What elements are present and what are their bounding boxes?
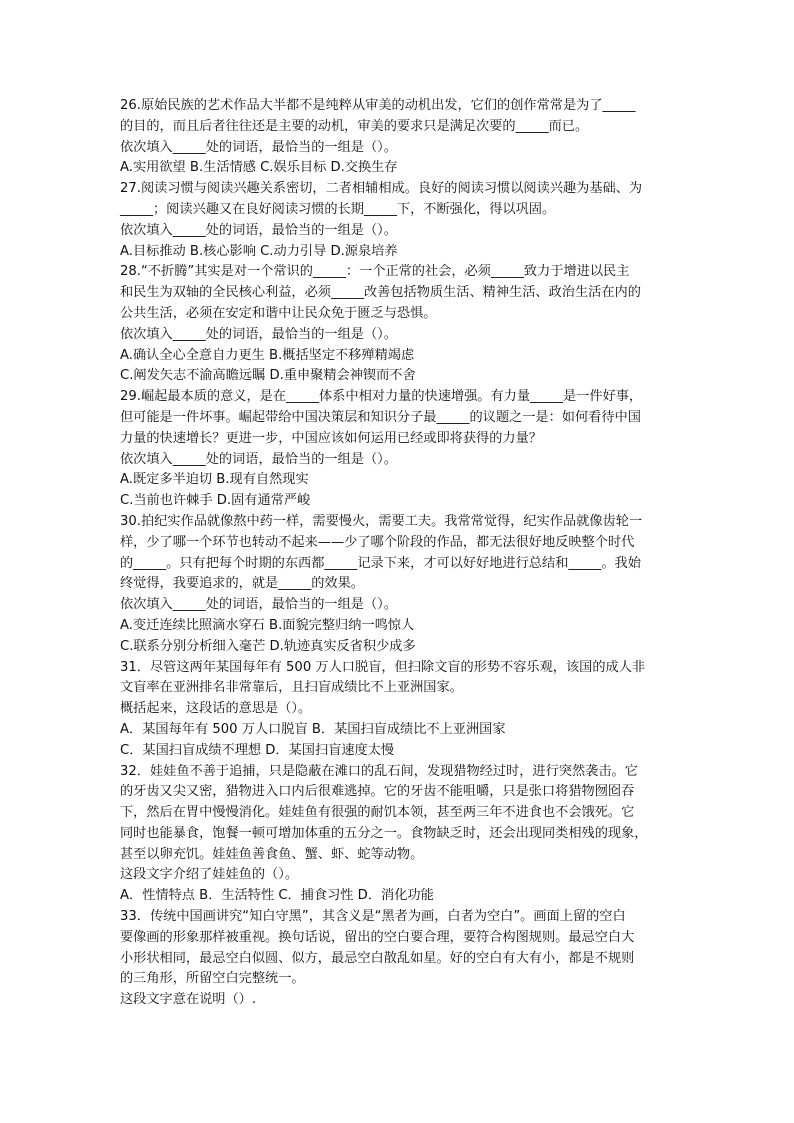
- text-line: A.既定多半迫切 B.现有自然现实: [120, 472, 309, 488]
- text-line: C.联系分别分析细入毫芒 D.轨迹真实反省积少成多: [120, 638, 416, 654]
- text-line: 样，少了哪一个环节也转动不起来——少了哪个阶段的作品，都无法很好地反映整个时代: [120, 534, 635, 550]
- text-line: 但可能是一件坏事。崛起带给中国决策层和知识分子最_____的议题之一是：如何看待中国: [120, 409, 641, 425]
- text-line: 概括起来，这段话的意思是（）。: [120, 701, 312, 717]
- text-line: 这段文字介绍了娃娃鱼的（）。: [120, 867, 299, 883]
- text-line: 依次填入_____处的词语，最恰当的一组是（）。: [120, 222, 397, 238]
- text-line: _____；阅读兴趣又在良好阅读习惯的长期_____下，不断强化，得以巩固。: [120, 201, 556, 217]
- text-line: 31．尽管这两年某国每年有 500 万人口脱盲，但扫除文盲的形势不容乐观，该国的成人非: [120, 659, 646, 675]
- text-line: 的目的，而且后者往往还是主要的动机，审美的要求只是满足次要的_____而已。: [120, 118, 589, 134]
- text-line: 32．娃娃鱼不善于追捕，只是隐蔽在滩口的乱石间，发现猎物经过时，进行突然袭击。它: [120, 763, 638, 779]
- document-page: [120, 96, 680, 1011]
- text-line: 文盲率在亚洲排名非常靠后，且扫盲成绩比不上亚洲国家。: [120, 680, 463, 696]
- text-line: C．某国扫盲成绩不理想 D．某国扫盲速度太慢: [120, 742, 395, 758]
- text-line: 同时也能暴食，饱餐一顿可增加体重的五分之一。食物缺乏时，还会出现同类相残的现象，: [120, 825, 648, 841]
- text-line: 小形状相同，最忌空白似圆、似方，最忌空白散乱如星。好的空白有大有小，都是不规则: [120, 950, 635, 966]
- text-line: 27.阅读习惯与阅读兴趣关系密切，二者相辅相成。良好的阅读习惯以阅读兴趣为基础、为: [120, 181, 643, 197]
- text-line: C.阐发矢志不渝高瞻远瞩 D.重申聚精会神锲而不舍: [120, 368, 416, 384]
- text-line: 30.拍纪实作品就像熬中药一样，需要慢火，需要工夫。我常常觉得，纪实作品就像齿轮一: [120, 513, 643, 529]
- text-line: 33．传统中国画讲究“知白守黑”，其含义是“黑者为画，白者为空白”。画面上留的空白: [120, 909, 626, 925]
- text-line: 依次填入_____处的词语，最恰当的一组是（）。: [120, 597, 397, 613]
- text-line: 下，然后在胃中慢慢消化。娃娃鱼有很强的耐饥本领，甚至两三年不进食也不会饿死。它: [120, 805, 635, 821]
- text-line: 依次填入_____处的词语，最恰当的一组是（）。: [120, 451, 397, 467]
- text-line: 28.“不折腾”其实是对一个常识的_____：一个正常的社会，必须_____致力于增进以民主: [120, 264, 630, 280]
- text-line: 和民生为双轴的全民核心利益，必须_____改善包括物质生活、精神生活、政治生活在内的: [120, 285, 641, 301]
- text-line: A．某国每年有 500 万人口脱盲 B．某国扫盲成绩比不上亚洲国家: [120, 721, 506, 737]
- text-line: 这段文字意在说明（）.: [120, 992, 257, 1008]
- text-line: 的_____。只有把每个时期的东西都_____记录下来，才可以好好地进行总结和_____。我始: [120, 555, 641, 571]
- text-line: 的牙齿又尖又密，猎物进入口内后很难逃掉。它的牙齿不能咀嚼，只是张口将猎物囫囵吞: [120, 784, 635, 800]
- text-line: A.变迁连续比照滴水穿石 B.面貌完整归纳一鸣惊人: [120, 617, 415, 633]
- text-line: 公共生活，必须在安定和谐中让民众免于匮乏与恐惧。: [120, 305, 437, 321]
- text-line: 依次填入_____处的词语，最恰当的一组是（）。: [120, 139, 397, 155]
- text-line: 的三角形，所留空白完整统一。: [120, 971, 305, 987]
- text-line: 力量的快速增长？更进一步，中国应该如何运用已经或即将获得的力量？: [120, 430, 542, 446]
- text-line: 终觉得，我要追求的，就是_____的效果。: [120, 576, 364, 592]
- text-line: 26.原始民族的艺术作品大半都不是纯粹从审美的动机出发，它们的创作常常是为了_____: [120, 98, 636, 113]
- text-line: A.目标推动 B.核心影响 C.动力引导 D.源泉培养: [120, 243, 398, 259]
- text-line: 甚至以卵充饥。娃娃鱼善食鱼、蟹、虾、蛇等动物。: [120, 846, 424, 862]
- text-line: 要像画的形象那样被重视。换句话说，留出的空白要合理，要符合构图规则。最忌空白大: [120, 929, 635, 945]
- text-line: 29.崛起最本质的意义，是在_____体系中相对力量的快速增强。有力量_____是一件好事，: [120, 389, 643, 405]
- text-line: 依次填入_____处的词语，最恰当的一组是（）。: [120, 326, 397, 342]
- text-line: C.当前也许棘手 D.固有通常严峻: [120, 493, 311, 509]
- text-line: A.确认全心全意自力更生 B.概括坚定不移殚精竭虑: [120, 347, 415, 363]
- text-line: A．性情特点 B．生活特性 C．捕食习性 D．消化功能: [120, 888, 434, 904]
- text-line: A.实用欲望 B.生活情感 C.娱乐目标 D.交换生存: [120, 160, 398, 176]
